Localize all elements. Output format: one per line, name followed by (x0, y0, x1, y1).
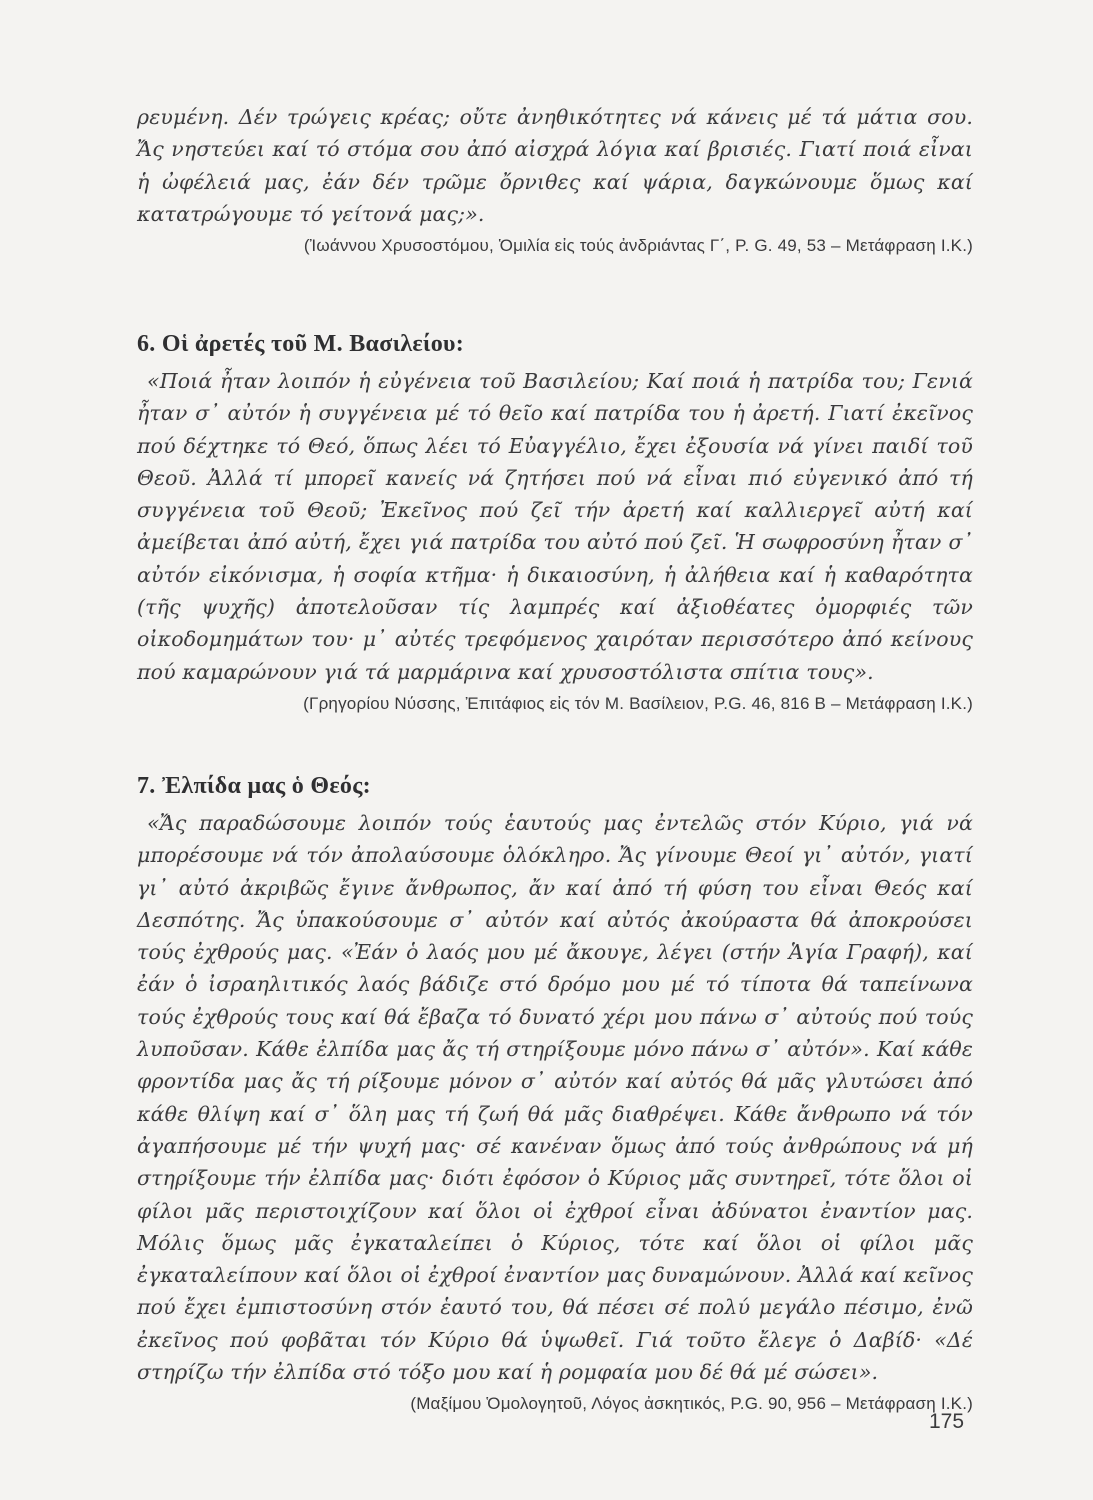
section-7-paragraph: «Ἄς παραδώσουμε λοιπόν τούς ἑαυτούς μας ἐντελῶς στόν Κύριο, γιά νά μπορέσουμε νά τόν ἀπολαύσουμε ὁλόκληρο. Ἄς γίνουμε Θεοί γι᾽ αὐτόν, γιατί γι᾽ αὐτό ἀκριβῶς ἔγινε ἄνθρωπος, ἄν καί ἀπό τή φύση του εἶναι Θεός καί Δεσπότης. Ἄς ὑπακούσουμε σ᾽ αὐτόν καί αὐτός ἀκούραστα θά ἀποκρούσει τούς ἐχθρούς μας. «Ἐάν ὁ λαός μου μέ ἄκουγε, λέγει (στήν Ἁγία Γραφή), καί ἐάν ὁ ἰσραηλιτικός λαός βάδιζε στό δρόμο μου μέ τό τίποτα θά ταπείνωνα τούς ἐχθρούς τους καί θά ἔβαζα τό δυνατό χέρι μου πάνω σ᾽ αὐτούς πού τούς λυποῦσαν. Κάθε ἐλπίδα μας ἄς τή στηρίξουμε μόνο πάνω σ᾽ αὐτόν». Καί κάθε φροντίδα μας ἄς τή ρίξουμε μόνον σ᾽ αὐτόν καί αὐτός θά μᾶς γλυτώσει ἀπό κάθε θλίψη καί σ᾽ ὅλη μας τή ζωή θά μᾶς διαθρέψει. Κάθε ἄνθρωπο νά τόν ἀγαπήσουμε μέ τήν ψυχή μας· σέ κανέναν ὅμως ἀπό τούς ἀνθρώπους νά μή στηρίξουμε τήν ἐλπίδα μας· διότι ἐφόσον ὁ Κύριος μᾶς συντηρεῖ, τότε ὅλοι οἱ φίλοι μᾶς περιστοιχίζουν καί ὅλοι οἱ ἐχθροί εἶναι ἀδύνατοι ἐναντίον μας. Μόλις ὅμως μᾶς ἐγκαταλείπει ὁ Κύριος, τότε καί ὅλοι οἱ φίλοι μᾶς ἐγκαταλείπουν καί ὅλοι οἱ ἐχθροί ἐναντίον μας δυναμώνουν. Ἀλλά καί κεῖνος πού ἔχει ἐμπιστοσύνη στόν ἑαυτό του, θά πέσει σέ πολύ μεγάλο πέσιμο, ἐνῶ ἐκεῖνος πού φοβᾶται τόν Κύριο θά ὑψωθεῖ. Γιά τοῦτο ἔλεγε ὁ Δαβίδ· «Δέ στηρίζω τήν ἐλπίδα στό τόξο μου καί ἡ ρομφαία μου δέ θά μέ σώσει». (137, 811, 973, 1385)
page-number: 175 (929, 1410, 965, 1433)
section-6 (137, 329, 973, 720)
citation-maximus: (Μαξίμου Ὁμολογητοῦ, Λόγος ἀσκητικός, P.G. 90, 956 – Μετάφραση Ι.Κ.) (410, 1394, 973, 1414)
citation-chrysostom: (Ἰωάννου Χρυσοστόμου, Ὁμιλία εἰς τούς ἀνδριάντας Γ΄, P. G. 49, 53 – Μετάφραση Ι.Κ.) (303, 236, 973, 256)
section-7-heading: 7. Ἐλπίδα μας ὁ Θεός: (137, 773, 371, 799)
section-6-heading: 6. Οἱ ἀρετές τοῦ Μ. Βασιλείου: (137, 331, 465, 357)
citation-gregory-nyssa: (Γρηγορίου Νύσσης, Ἐπιτάφιος εἰς τόν Μ. Βασίλειον, P.G. 46, 816 B – Μετάφραση Ι.Κ.) (303, 693, 973, 713)
section-7 (137, 771, 973, 1420)
section-6-paragraph: «Ποιά ἦταν λοιπόν ἡ εὐγένεια τοῦ Βασιλείου; Καί ποιά ἡ πατρίδα του; Γενιά ἦταν σ᾽ αὐτόν ἡ συγγένεια μέ τό θεῖο καί πατρίδα του ἡ ἀρετή. Γιατί ἐκεῖνος πού δέχτηκε τό Θεό, ὅπως λέει τό Εὐαγγέλιο, ἔχει ἐξουσία νά γίνει παιδί τοῦ Θεοῦ. Ἀλλά τί μπορεῖ κανείς νά ζητήσει πού νά εἶναι πιό εὐγενικό ἀπό τή συγγένεια τοῦ Θεοῦ; Ἐκεῖνος πού ζεῖ τήν ἀρετή καί καλλιεργεῖ αὐτή καί ἀμείβεται ἀπό αὐτή, ἔχει γιά πατρίδα του αὐτό πού ζεῖ. Ἡ σωφροσύνη ἦταν σ᾽ αὐτόν εἰκόνισμα, ἡ σοφία κτῆμα· ἡ δικαιοσύνη, ἡ ἀλήθεια καί ἡ καθαρότητα (τῆς ψυχῆς) ἀποτελοῦσαν τίς λαμπρές καί ἀξιοθέατες ὀμορφιές τῶν οἰκοδομημάτων του· μ᾽ αὐτές τρεφόμενος χαιρόταν περισσότερο ἀπό κείνους πού καμαρώνουν γιά τά μαρμάρινα καί χρυσοστόλιστα σπίτια τους». (137, 369, 973, 684)
continuation-paragraph: ρευμένη. Δέν τρώγεις κρέας; οὔτε ἀνηθικότητες νά κάνεις μέ τά μάτια σου. Ἄς νηστεύει καί τό στόμα σου ἀπό αἰσχρά λόγια καί βρισιές. Γιατί ποιά εἶναι ἡ ὠφέλειά μας, ἐάν δέν τρῶμε ὄρνιθες καί ψάρια, δαγκώνουμε ὅμως καί κατατρώγουμε τό γείτονά μας;». (137, 105, 973, 226)
continuation-block (137, 101, 973, 262)
